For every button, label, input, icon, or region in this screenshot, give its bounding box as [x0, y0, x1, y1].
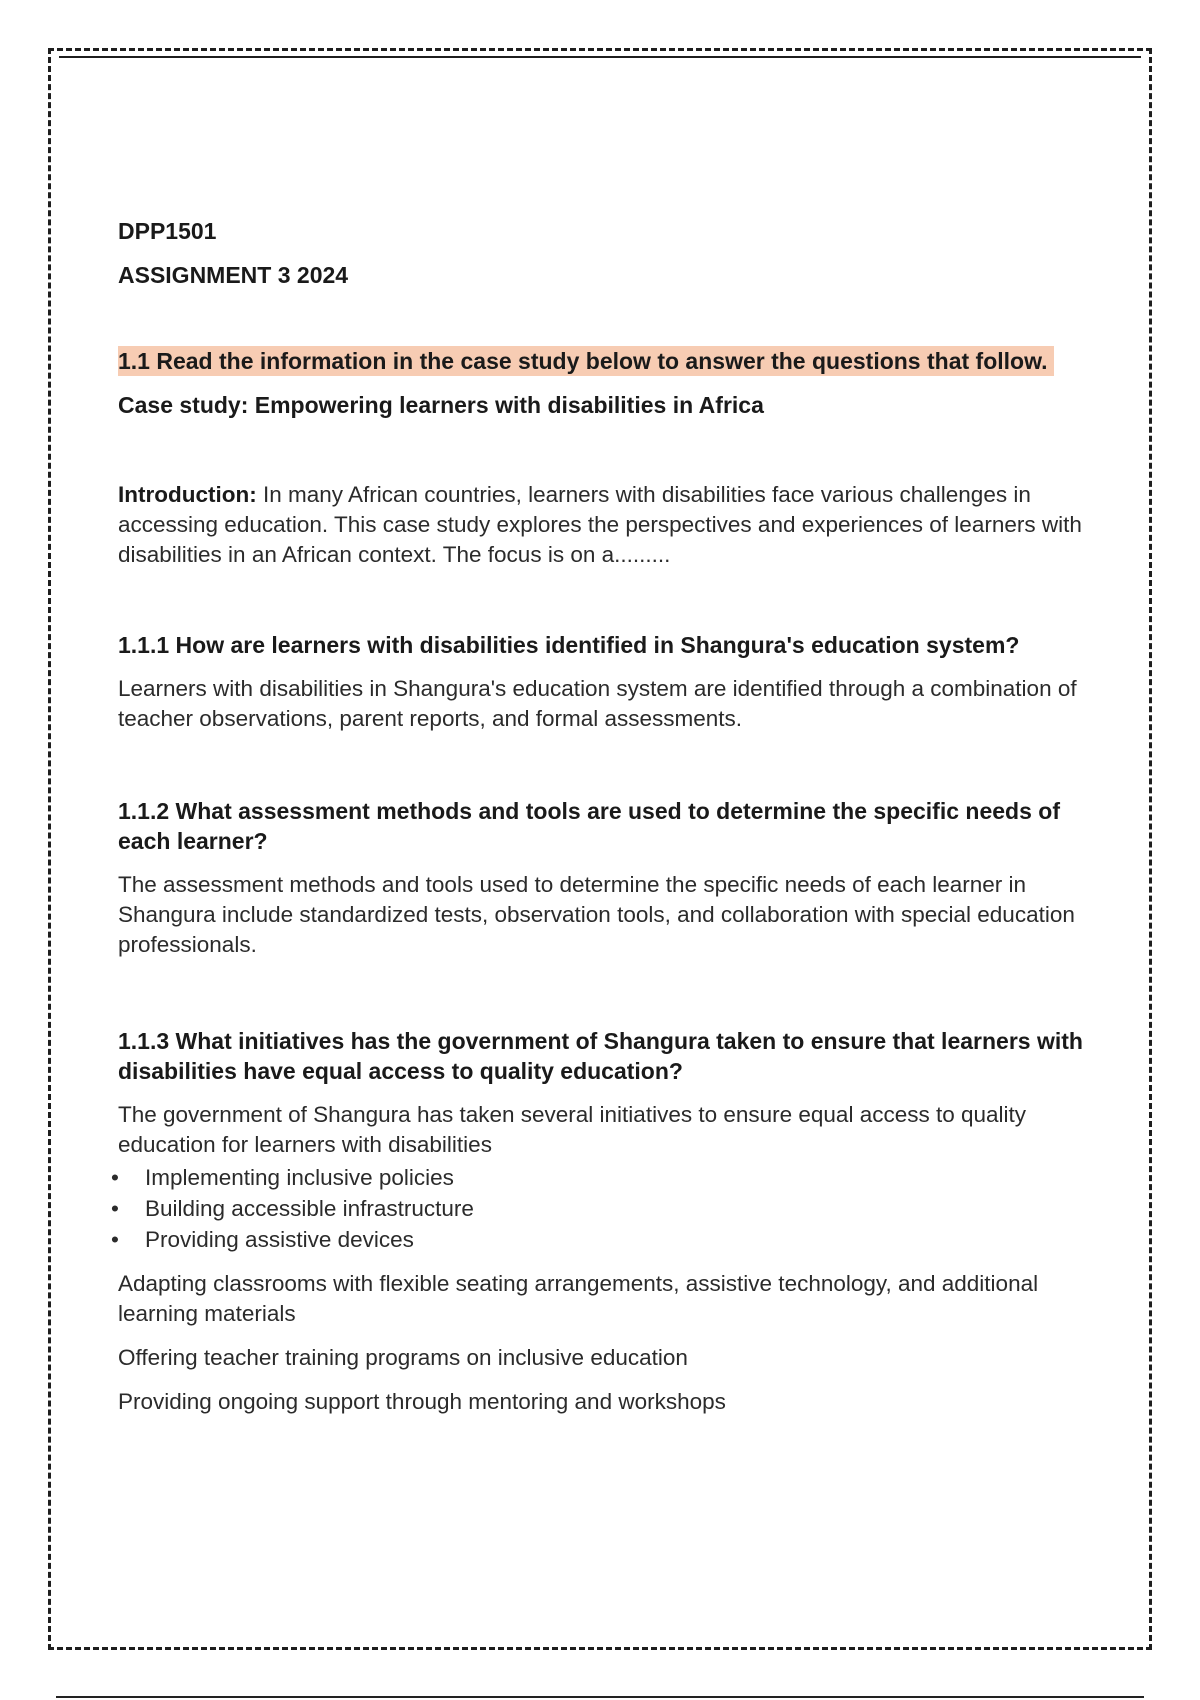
answer-1-1-2: The assessment methods and tools used to determine the specific needs of each learner in Shangura include standardized tests, observation tools, and collaboration with special education professionals. — [118, 872, 1075, 957]
extra-paragraph-support: Providing ongoing support through mentoring and workshops — [118, 1389, 726, 1414]
extra-paragraph-adapting: Adapting classrooms with flexible seating arrangements, assistive technology, and additional learning materials — [118, 1271, 1039, 1326]
top-inner-rule — [59, 56, 1141, 58]
case-study-title: Case study: Empowering learners with disabilities in Africa — [118, 392, 764, 418]
course-code: DPP1501 — [118, 218, 217, 244]
initiatives-list — [111, 1162, 1098, 1255]
assignment-title: ASSIGNMENT 3 2024 — [118, 262, 349, 288]
list-item — [111, 1224, 1098, 1255]
introduction-label: Introduction: — [118, 482, 257, 507]
question-1-1-2: 1.1.2 What assessment methods and tools are used to determine the specific needs of each learner? — [118, 798, 1060, 854]
list-item — [111, 1162, 1098, 1193]
document-content — [111, 216, 1098, 1417]
introduction-paragraph — [118, 480, 1098, 570]
introduction-text: In many African countries, learners with disabilities face various challenges in accessing education. This case study explores the perspectives and experiences of learners with disabilities in an African context. The focus is on a......... — [118, 482, 1082, 567]
answer-1-1-1: Learners with disabilities in Shangura's education system are identified through a combination of teacher observations, parent reports, and formal assessments. — [118, 676, 1077, 731]
bottom-rule — [56, 1696, 1144, 1698]
extra-paragraph-training: Offering teacher training programs on inclusive education — [118, 1345, 688, 1370]
list-item-text: Implementing inclusive policies — [145, 1165, 454, 1190]
list-item-text: Building accessible infrastructure — [145, 1196, 474, 1221]
answer-1-1-3: The government of Shangura has taken several initiatives to ensure equal access to quality education for learners with disabilities — [118, 1102, 1027, 1157]
question-1-1-1: 1.1.1 How are learners with disabilities identified in Shangura's education system? — [118, 632, 1020, 658]
list-item — [111, 1193, 1098, 1224]
list-item-text: Providing assistive devices — [145, 1227, 414, 1252]
bullet-icon: • — [111, 1196, 119, 1221]
highlighted-instruction: 1.1 Read the information in the case study below to answer the questions that follow. — [118, 346, 1054, 376]
bullet-icon: • — [111, 1227, 119, 1252]
question-1-1-3: 1.1.3 What initiatives has the government of Shangura taken to ensure that learners with disabilities have equal access to quality education? — [118, 1028, 1083, 1084]
bullet-icon: • — [111, 1165, 119, 1190]
